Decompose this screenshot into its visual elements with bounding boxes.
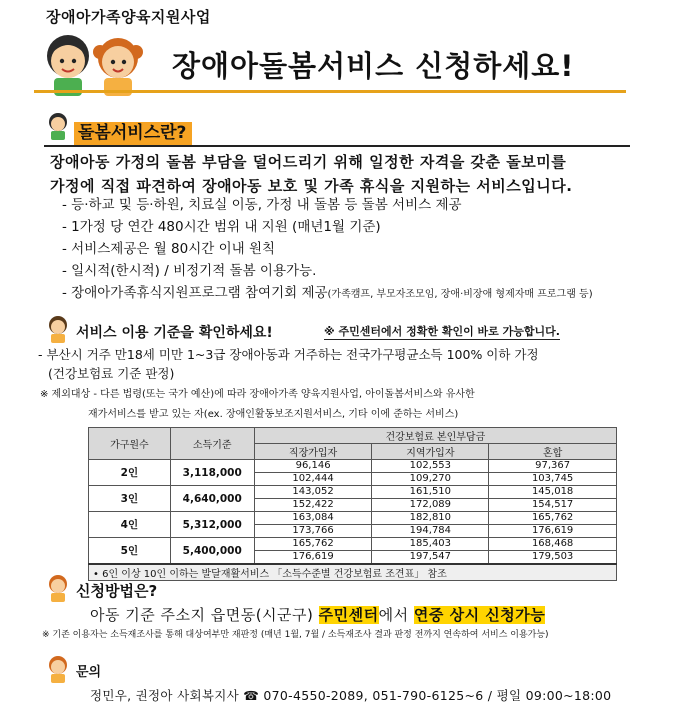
table-cell: 179,503 bbox=[489, 551, 617, 565]
exclusion-text bbox=[40, 385, 640, 425]
girl-icon bbox=[46, 655, 70, 683]
table-header: 지역가입자 bbox=[372, 444, 489, 460]
apply-text: 에서 bbox=[378, 606, 414, 624]
apply-heading: 신청방법은? bbox=[76, 582, 158, 600]
table-cell: 109,270 bbox=[372, 473, 489, 486]
table-cell: 143,052 bbox=[254, 486, 372, 499]
intro-line: 가정에 직접 파견하여 장애아동 보호 및 가족 휴식을 지원하는 서비스입니다. bbox=[50, 177, 573, 195]
list-item-detail: (가족캠프, 부모자조모임, 장애·비장애 형제자매 프로그램 등) bbox=[327, 289, 593, 300]
apply-method bbox=[90, 604, 545, 625]
table-cell: 154,517 bbox=[489, 499, 617, 512]
eligibility-heading: 서비스 이용 기준을 확인하세요! bbox=[76, 325, 273, 341]
table-cell: 3인 bbox=[89, 486, 171, 512]
intro-line: 장애아동 가정의 돌봄 부담을 덜어드리기 위해 일정한 자격을 갖춘 돌보미를 bbox=[50, 153, 567, 171]
section-intro-heading bbox=[74, 118, 192, 143]
table-cell: 165,762 bbox=[489, 512, 617, 525]
table-header: 소득기준 bbox=[170, 428, 254, 460]
contact-phones: 070-4550-2089, 051-790-6125~6 / 평일 09:00~18:00 bbox=[263, 688, 612, 703]
boy-icon bbox=[46, 315, 70, 343]
table-header: 혼합 bbox=[489, 444, 617, 460]
table-footnote: • 6인 이상 10인 이하는 발달재활서비스 「소득수준별 건강보험료 조견표」 참조 bbox=[89, 564, 617, 581]
table-cell: 168,468 bbox=[489, 538, 617, 551]
table-cell: 2인 bbox=[89, 460, 171, 486]
section-intro-divider bbox=[44, 145, 630, 147]
table-cell: 172,089 bbox=[372, 499, 489, 512]
table-cell: 97,367 bbox=[489, 460, 617, 473]
table-cell: 185,403 bbox=[372, 538, 489, 551]
contact-names: 정민우, 권정아 사회복지사 bbox=[90, 688, 239, 703]
program-name: 장애아가족양육지원사업 bbox=[46, 8, 211, 26]
table-cell: 176,619 bbox=[489, 525, 617, 538]
exclusion-line: 재가서비스를 받고 있는 자(ex. 장애인활동보조지원서비스, 기타 이에 준하는 서비스) bbox=[88, 409, 459, 420]
apply-text: 아동 기준 주소지 읍면동(시군구) bbox=[90, 606, 319, 624]
intro-paragraph bbox=[50, 150, 630, 198]
table-cell: 161,510 bbox=[372, 486, 489, 499]
table-header: 가구원수 bbox=[89, 428, 171, 460]
table-cell: 145,018 bbox=[489, 486, 617, 499]
service-bullet-list bbox=[62, 194, 642, 306]
table-cell: 163,084 bbox=[254, 512, 372, 525]
table-header: 건강보험료 본인부담금 bbox=[254, 428, 616, 444]
boy-icon bbox=[46, 112, 70, 140]
table-cell: 165,762 bbox=[254, 538, 372, 551]
list-item: - 서비스제공은 월 80시간 이내 원칙 bbox=[62, 241, 276, 257]
list-item: - 1가정 당 연간 480시간 범위 내 지원 (매년1월 기준) bbox=[62, 219, 381, 235]
table-cell: 3,118,000 bbox=[170, 460, 254, 486]
table-cell: 96,146 bbox=[254, 460, 372, 473]
table-row bbox=[89, 486, 617, 499]
table-header: 직장가입자 bbox=[254, 444, 372, 460]
main-title: 장애아돌봄서비스 신청하세요! bbox=[172, 49, 575, 83]
children-illustration bbox=[34, 30, 152, 96]
list-item: - 등·하교 및 등·하원, 치료실 이동, 가정 내 돌봄 등 돌봄 서비스 제공 bbox=[62, 197, 462, 213]
table-cell: 5인 bbox=[89, 538, 171, 565]
girl-icon bbox=[46, 574, 70, 602]
table-cell: 5,400,000 bbox=[170, 538, 254, 565]
table-row bbox=[89, 512, 617, 525]
contact-info bbox=[90, 686, 611, 704]
eligibility-note: ※ 주민센터에서 정확한 확인이 바로 가능합니다. bbox=[324, 325, 560, 338]
table-cell: 182,810 bbox=[372, 512, 489, 525]
eligibility-criteria bbox=[38, 345, 638, 383]
table-cell: 4,640,000 bbox=[170, 486, 254, 512]
list-item-text: - 장애아가족휴식지원프로그램 참여기회 제공 bbox=[62, 285, 328, 301]
table-cell: 173,766 bbox=[254, 525, 372, 538]
list-item bbox=[62, 282, 642, 306]
apply-highlight-period: 연중 상시 신청가능 bbox=[413, 606, 546, 624]
table-cell: 102,553 bbox=[372, 460, 489, 473]
apply-note: ※ 기존 이용자는 소득재조사를 통해 대상여부만 재판정 (매년 1월, 7월 / 소득재조사 결과 판정 전까지 연속하여 서비스 이용가능) bbox=[42, 630, 549, 640]
table-cell: 102,444 bbox=[254, 473, 372, 486]
table-cell: 194,784 bbox=[372, 525, 489, 538]
contact-heading: 문의 bbox=[76, 665, 102, 680]
table-cell: 4인 bbox=[89, 512, 171, 538]
table-row bbox=[89, 538, 617, 551]
criteria-line: (건강보험료 기준 판정) bbox=[48, 366, 175, 381]
phone-icon: ☎ bbox=[243, 688, 260, 703]
criteria-line: - 부산시 거주 만18세 미만 1~3급 장애아동과 거주하는 전국가구평균소득 100% 이하 가정 bbox=[38, 347, 539, 362]
table-cell: 176,619 bbox=[254, 551, 372, 565]
table-cell: 197,547 bbox=[372, 551, 489, 565]
table-cell: 5,312,000 bbox=[170, 512, 254, 538]
title-divider bbox=[34, 90, 626, 93]
exclusion-line: ※ 제외대상 - 다른 법령(또는 국가 예산)에 따라 장애아가족 양육지원사업, 아이돌봄서비스와 유사한 bbox=[40, 389, 475, 400]
section-intro-label: 돌봄서비스란? bbox=[74, 122, 192, 145]
table-cell: 152,422 bbox=[254, 499, 372, 512]
table-row bbox=[89, 460, 617, 473]
table-cell: 103,745 bbox=[489, 473, 617, 486]
income-table bbox=[88, 427, 617, 581]
apply-highlight-center: 주민센터 bbox=[318, 606, 379, 624]
list-item: - 일시적(한시적) / 비정기적 돌봄 이용가능. bbox=[62, 263, 317, 279]
